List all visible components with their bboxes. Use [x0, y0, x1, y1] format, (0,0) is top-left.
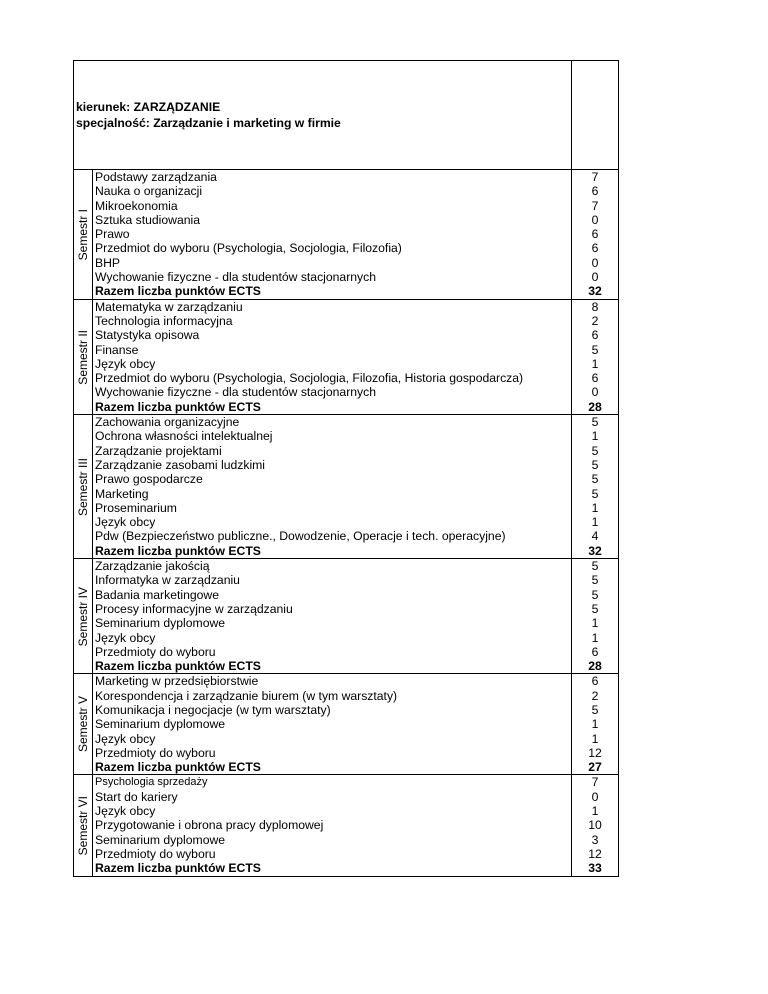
course-row [74, 703, 619, 717]
course-ects: 6 [572, 674, 619, 689]
course-row [74, 775, 619, 790]
semester-label: Semestr V [76, 696, 90, 753]
ects-table-body [74, 61, 619, 877]
semester-total-label: Razem liczba punktów ECTS [93, 861, 572, 876]
course-ects: 1 [572, 515, 619, 529]
course-row [74, 343, 619, 357]
semester-total-value: 27 [572, 760, 619, 775]
course-name: Język obcy [93, 732, 572, 746]
course-ects: 12 [572, 746, 619, 760]
course-name: Wychowanie fizyczne - dla studentów stacjonarnych [93, 270, 572, 284]
semester-label-cell [74, 559, 93, 674]
course-ects: 5 [572, 703, 619, 717]
course-row [74, 804, 619, 818]
course-name: Przedmioty do wyboru [93, 645, 572, 659]
semester-label: Semestr IV [76, 586, 90, 646]
course-row [74, 674, 619, 689]
course-ects: 7 [572, 170, 619, 185]
course-ects: 1 [572, 501, 619, 515]
course-row [74, 444, 619, 458]
course-ects: 5 [572, 559, 619, 574]
semester-total-row [74, 400, 619, 415]
course-name: Przedmioty do wyboru [93, 847, 572, 861]
specjalnosc-label: specjalność: Zarządzanie i marketing w firmie [76, 116, 341, 130]
course-row [74, 732, 619, 746]
course-row [74, 588, 619, 602]
course-name: Język obcy [93, 804, 572, 818]
course-ects: 5 [572, 487, 619, 501]
course-ects: 7 [572, 775, 619, 790]
course-row [74, 717, 619, 731]
course-ects: 0 [572, 213, 619, 227]
semester-total-label: Razem liczba punktów ECTS [93, 284, 572, 299]
semester-total-value: 32 [572, 544, 619, 559]
course-name: Zachowania organizacyjne [93, 415, 572, 430]
semester-total-value: 28 [572, 659, 619, 674]
course-row [74, 429, 619, 443]
course-name: Mikroekonomia [93, 199, 572, 213]
course-row [74, 847, 619, 861]
semester-total-row [74, 659, 619, 674]
semester-total-label: Razem liczba punktów ECTS [93, 400, 572, 415]
course-ects: 8 [572, 299, 619, 314]
course-ects: 6 [572, 645, 619, 659]
course-ects: 6 [572, 241, 619, 255]
course-name: Statystyka opisowa [93, 328, 572, 342]
course-row [74, 328, 619, 342]
course-row [74, 256, 619, 270]
course-ects: 12 [572, 847, 619, 861]
course-row [74, 602, 619, 616]
course-row [74, 573, 619, 587]
course-name: Język obcy [93, 515, 572, 529]
course-row [74, 631, 619, 645]
course-ects: 5 [572, 458, 619, 472]
course-row [74, 790, 619, 804]
course-row [74, 515, 619, 529]
course-name: Przedmiot do wyboru (Psychologia, Socjologia, Filozofia) [93, 241, 572, 255]
course-ects: 6 [572, 227, 619, 241]
course-name: Zarządzanie jakością [93, 559, 572, 574]
semester-label-cell [74, 674, 93, 775]
course-name: Język obcy [93, 357, 572, 371]
course-name: Matematyka w zarządzaniu [93, 299, 572, 314]
course-ects: 0 [572, 270, 619, 284]
course-ects: 5 [572, 602, 619, 616]
course-name: Pdw (Bezpieczeństwo publiczne., Dowodzenie, Operacje i tech. operacyjne) [93, 529, 572, 543]
semester-label: Semestr III [76, 457, 90, 516]
course-name: Korespondencja i zarządzanie biurem (w tym warsztaty) [93, 689, 572, 703]
course-row [74, 746, 619, 760]
semester-total-row [74, 544, 619, 559]
course-name: Język obcy [93, 631, 572, 645]
semester-total-row [74, 284, 619, 299]
semester-label: Semestr VI [76, 795, 90, 856]
course-name: Marketing w przedsiębiorstwie [93, 674, 572, 689]
semester-label-cell [74, 775, 93, 876]
course-ects: 2 [572, 689, 619, 703]
course-name: Seminarium dyplomowe [93, 616, 572, 630]
course-row [74, 357, 619, 371]
course-name: Seminarium dyplomowe [93, 717, 572, 731]
course-row [74, 385, 619, 399]
course-row [74, 458, 619, 472]
course-ects: 1 [572, 616, 619, 630]
course-ects: 2 [572, 314, 619, 328]
course-ects: 1 [572, 429, 619, 443]
course-name: Finanse [93, 343, 572, 357]
course-row [74, 415, 619, 430]
course-name: Przedmioty do wyboru [93, 746, 572, 760]
ects-table-container [73, 60, 619, 877]
course-name: Prawo [93, 227, 572, 241]
ects-header-line1 [572, 169, 585, 170]
course-row [74, 241, 619, 255]
course-ects: 3 [572, 833, 619, 847]
course-ects: 1 [572, 717, 619, 731]
course-ects: 6 [572, 371, 619, 385]
course-ects: 5 [572, 573, 619, 587]
course-name: Nauka o organizacji [93, 184, 572, 198]
course-ects: 0 [572, 790, 619, 804]
course-name: Informatyka w zarządzaniu [93, 573, 572, 587]
course-name: Prawo gospodarcze [93, 472, 572, 486]
course-name: Proseminarium [93, 501, 572, 515]
course-ects: 0 [572, 385, 619, 399]
semester-total-label: Razem liczba punktów ECTS [93, 659, 572, 674]
semester-total-row [74, 861, 619, 876]
course-row [74, 529, 619, 543]
semester-label: Semestr I [76, 208, 90, 261]
course-name: Psychologia sprzedaży [93, 775, 572, 790]
course-row [74, 833, 619, 847]
course-ects: 5 [572, 415, 619, 430]
semester-label-cell [74, 415, 93, 559]
semester-label-cell [74, 170, 93, 300]
semester-total-value: 32 [572, 284, 619, 299]
semester-total-row [74, 760, 619, 775]
course-name: Start do kariery [93, 790, 572, 804]
course-ects: 1 [572, 631, 619, 645]
course-name: Wychowanie fizyczne - dla studentów stacjonarnych [93, 385, 572, 399]
course-ects: 5 [572, 472, 619, 486]
course-row [74, 227, 619, 241]
semester-total-label: Razem liczba punktów ECTS [93, 760, 572, 775]
ects-header-line2 [572, 169, 585, 170]
course-name: Sztuka studiowania [93, 213, 572, 227]
course-row [74, 213, 619, 227]
course-name: Procesy informacyjne w zarządzaniu [93, 602, 572, 616]
semester-label-cell [74, 299, 93, 414]
course-row [74, 314, 619, 328]
ects-table [73, 60, 619, 877]
course-ects: 4 [572, 529, 619, 543]
semester-total-label: Razem liczba punktów ECTS [93, 544, 572, 559]
kierunek-label: kierunek: ZARZĄDZANIE [76, 100, 221, 114]
course-row [74, 472, 619, 486]
program-header [74, 61, 572, 170]
course-name: Ochrona własności intelektualnej [93, 429, 572, 443]
course-row [74, 559, 619, 574]
semester-label: Semestr II [76, 329, 90, 385]
course-ects: 0 [572, 256, 619, 270]
course-ects: 5 [572, 343, 619, 357]
course-name: Technologia informacyjna [93, 314, 572, 328]
course-ects: 6 [572, 184, 619, 198]
course-name: Przedmiot do wyboru (Psychologia, Socjologia, Filozofia, Historia gospodarcza) [93, 371, 572, 385]
course-name: Zarządzanie zasobami ludzkimi [93, 458, 572, 472]
course-row [74, 184, 619, 198]
ects-column-header [572, 61, 619, 170]
course-row [74, 199, 619, 213]
course-row [74, 170, 619, 185]
course-name: Marketing [93, 487, 572, 501]
course-ects: 5 [572, 444, 619, 458]
course-ects: 6 [572, 328, 619, 342]
course-row [74, 689, 619, 703]
course-row [74, 645, 619, 659]
course-row [74, 818, 619, 832]
course-ects: 1 [572, 804, 619, 818]
semester-total-value: 28 [572, 400, 619, 415]
course-name: Seminarium dyplomowe [93, 833, 572, 847]
course-name: Komunikacja i negocjacje (w tym warsztaty) [93, 703, 572, 717]
table-header-row [74, 61, 619, 170]
course-row [74, 487, 619, 501]
course-row [74, 299, 619, 314]
course-ects: 1 [572, 732, 619, 746]
course-name: Zarządzanie projektami [93, 444, 572, 458]
course-row [74, 616, 619, 630]
course-ects: 10 [572, 818, 619, 832]
course-name: Przygotowanie i obrona pracy dyplomowej [93, 818, 572, 832]
course-name: Badania marketingowe [93, 588, 572, 602]
course-row [74, 270, 619, 284]
course-row [74, 371, 619, 385]
course-name: BHP [93, 256, 572, 270]
course-ects: 1 [572, 357, 619, 371]
course-ects: 7 [572, 199, 619, 213]
course-ects: 5 [572, 588, 619, 602]
course-row [74, 501, 619, 515]
course-name: Podstawy zarządzania [93, 170, 572, 185]
semester-total-value: 33 [572, 861, 619, 876]
